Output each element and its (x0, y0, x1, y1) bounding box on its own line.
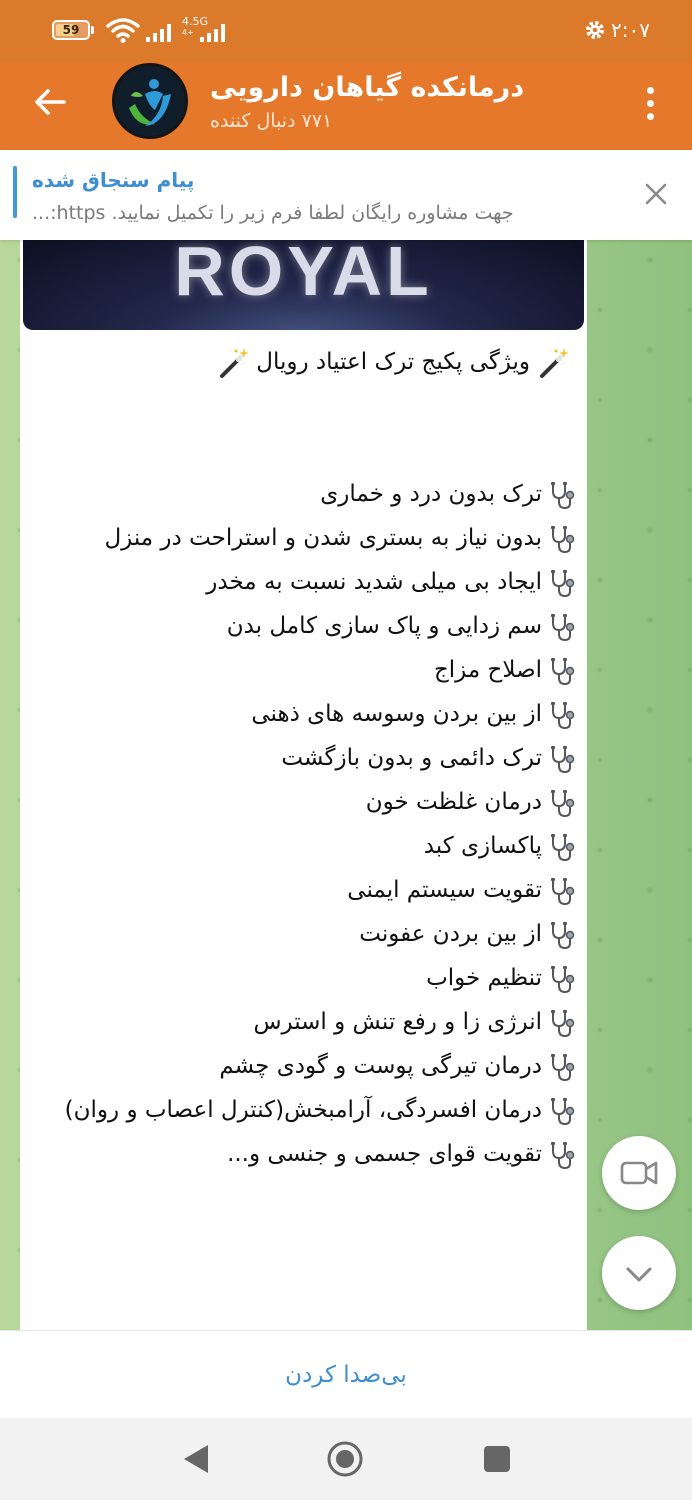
chevron-down-icon (602, 1236, 676, 1310)
feature-item (36, 1088, 576, 1132)
app-bar (0, 62, 692, 150)
stethoscope-icon (548, 480, 576, 510)
close-icon[interactable] (642, 180, 670, 208)
feature-item-text: از بین بردن وسوسه های ذهنی (251, 701, 542, 727)
channel-avatar[interactable] (112, 63, 188, 139)
stethoscope-icon (548, 832, 576, 862)
blank-spacer (36, 384, 576, 472)
wifi-icon (106, 16, 140, 44)
pinned-indicator (13, 166, 17, 218)
gear-icon (584, 19, 606, 41)
video-chat-button[interactable] (602, 1136, 676, 1210)
more-options-icon[interactable] (638, 84, 662, 124)
system-nav-bar (0, 1418, 692, 1500)
feature-item-text: ترک بدون درد و خماری (320, 481, 542, 507)
feature-item (36, 868, 576, 912)
feature-item-text: تقویت سیستم ایمنی (347, 877, 542, 903)
message-text (36, 340, 576, 1176)
feature-item-text: ترک دائمی و بدون بازگشت (281, 745, 542, 771)
network-sub-label: 4+ (182, 28, 194, 37)
stethoscope-icon (548, 788, 576, 818)
magic-wand-icon (216, 346, 250, 380)
stethoscope-icon (548, 700, 576, 730)
banner-text: ROYAL (174, 240, 433, 310)
stethoscope-icon (548, 744, 576, 774)
stethoscope-icon (548, 920, 576, 950)
message-heading (36, 340, 576, 384)
scroll-down-button[interactable] (602, 1236, 676, 1310)
battery-icon (52, 20, 90, 40)
channel-title[interactable]: درمانکده گیاهان دارویی (210, 72, 525, 103)
pinned-message-bar[interactable] (0, 150, 692, 240)
feature-item (36, 736, 576, 780)
video-camera-icon (602, 1136, 676, 1210)
feature-item (36, 780, 576, 824)
stethoscope-icon (548, 612, 576, 642)
heading-text: ویژگی پکیج ترک اعتیاد رویال (256, 349, 530, 375)
message-bubble[interactable] (20, 240, 587, 1330)
feature-item (36, 516, 576, 560)
magic-wand-icon (536, 346, 570, 380)
pinned-text: جهت مشاوره رایگان لطفا فرم زیر را تکمیل نمایید. https:... (32, 202, 514, 224)
feature-item (36, 912, 576, 956)
stethoscope-icon (548, 524, 576, 554)
stethoscope-icon (548, 656, 576, 686)
mute-button[interactable]: بی‌صدا کردن (285, 1362, 407, 1388)
status-bar (0, 0, 692, 62)
signal-bars-2-icon (200, 22, 225, 42)
clock: ۲:۰۷ (611, 18, 650, 42)
back-arrow-icon[interactable] (28, 80, 72, 124)
signal-bars-1-icon (146, 22, 171, 42)
feature-item (36, 472, 576, 516)
feature-item-text: درمان غلظت خون (365, 789, 542, 815)
feature-item-text: تنظیم خواب (426, 965, 542, 991)
battery-tip (91, 26, 94, 34)
subscriber-count: ۷۷۱ دنبال کننده (210, 110, 333, 132)
feature-item-text: درمان تیرگی پوست و گودی چشم (219, 1053, 542, 1079)
nav-recents-icon[interactable] (484, 1446, 510, 1472)
feature-item-text: ایجاد بی میلی شدید نسبت به مخدر (206, 569, 542, 595)
feature-item (36, 604, 576, 648)
stethoscope-icon (548, 1140, 576, 1170)
feature-item (36, 1044, 576, 1088)
feature-item-text: اصلاح مزاج (433, 657, 542, 683)
feature-item (36, 692, 576, 736)
feature-item-text: بدون نیاز به بستری شدن و استراحت در منزل (104, 525, 542, 551)
feature-item (36, 956, 576, 1000)
stethoscope-icon (548, 568, 576, 598)
stethoscope-icon (548, 1096, 576, 1126)
battery-percent: 59 (62, 23, 80, 37)
channel-logo-icon (115, 66, 185, 136)
pinned-title: پیام سنجاق شده (32, 168, 195, 192)
stethoscope-icon (548, 1052, 576, 1082)
nav-back-icon[interactable] (180, 1442, 212, 1476)
stethoscope-icon (548, 876, 576, 906)
feature-list (36, 472, 576, 1176)
feature-item-text: پاکسازی کبد (423, 833, 542, 859)
feature-item-text: تقویت قوای جسمی و جنسی و... (227, 1141, 542, 1167)
message-image[interactable] (23, 240, 584, 330)
stethoscope-icon (548, 964, 576, 994)
feature-item-text: سم زدایی و پاک سازی کامل بدن (226, 613, 542, 639)
bottom-action-bar (0, 1330, 692, 1419)
nav-home-icon[interactable] (326, 1440, 364, 1478)
feature-item (36, 1000, 576, 1044)
network-label: 4.5G (182, 15, 209, 28)
feature-item-text: از بین بردن عفونت (359, 921, 542, 947)
feature-item-text: انرژی زا و رفع تنش و استرس (253, 1009, 542, 1035)
chat-area[interactable] (0, 240, 692, 1330)
stethoscope-icon (548, 1008, 576, 1038)
feature-item (36, 648, 576, 692)
feature-item (36, 560, 576, 604)
feature-item-text: درمان افسردگی، آرامبخش(کنترل اعصاب و روان) (64, 1097, 542, 1123)
feature-item (36, 824, 576, 868)
feature-item (36, 1132, 576, 1176)
